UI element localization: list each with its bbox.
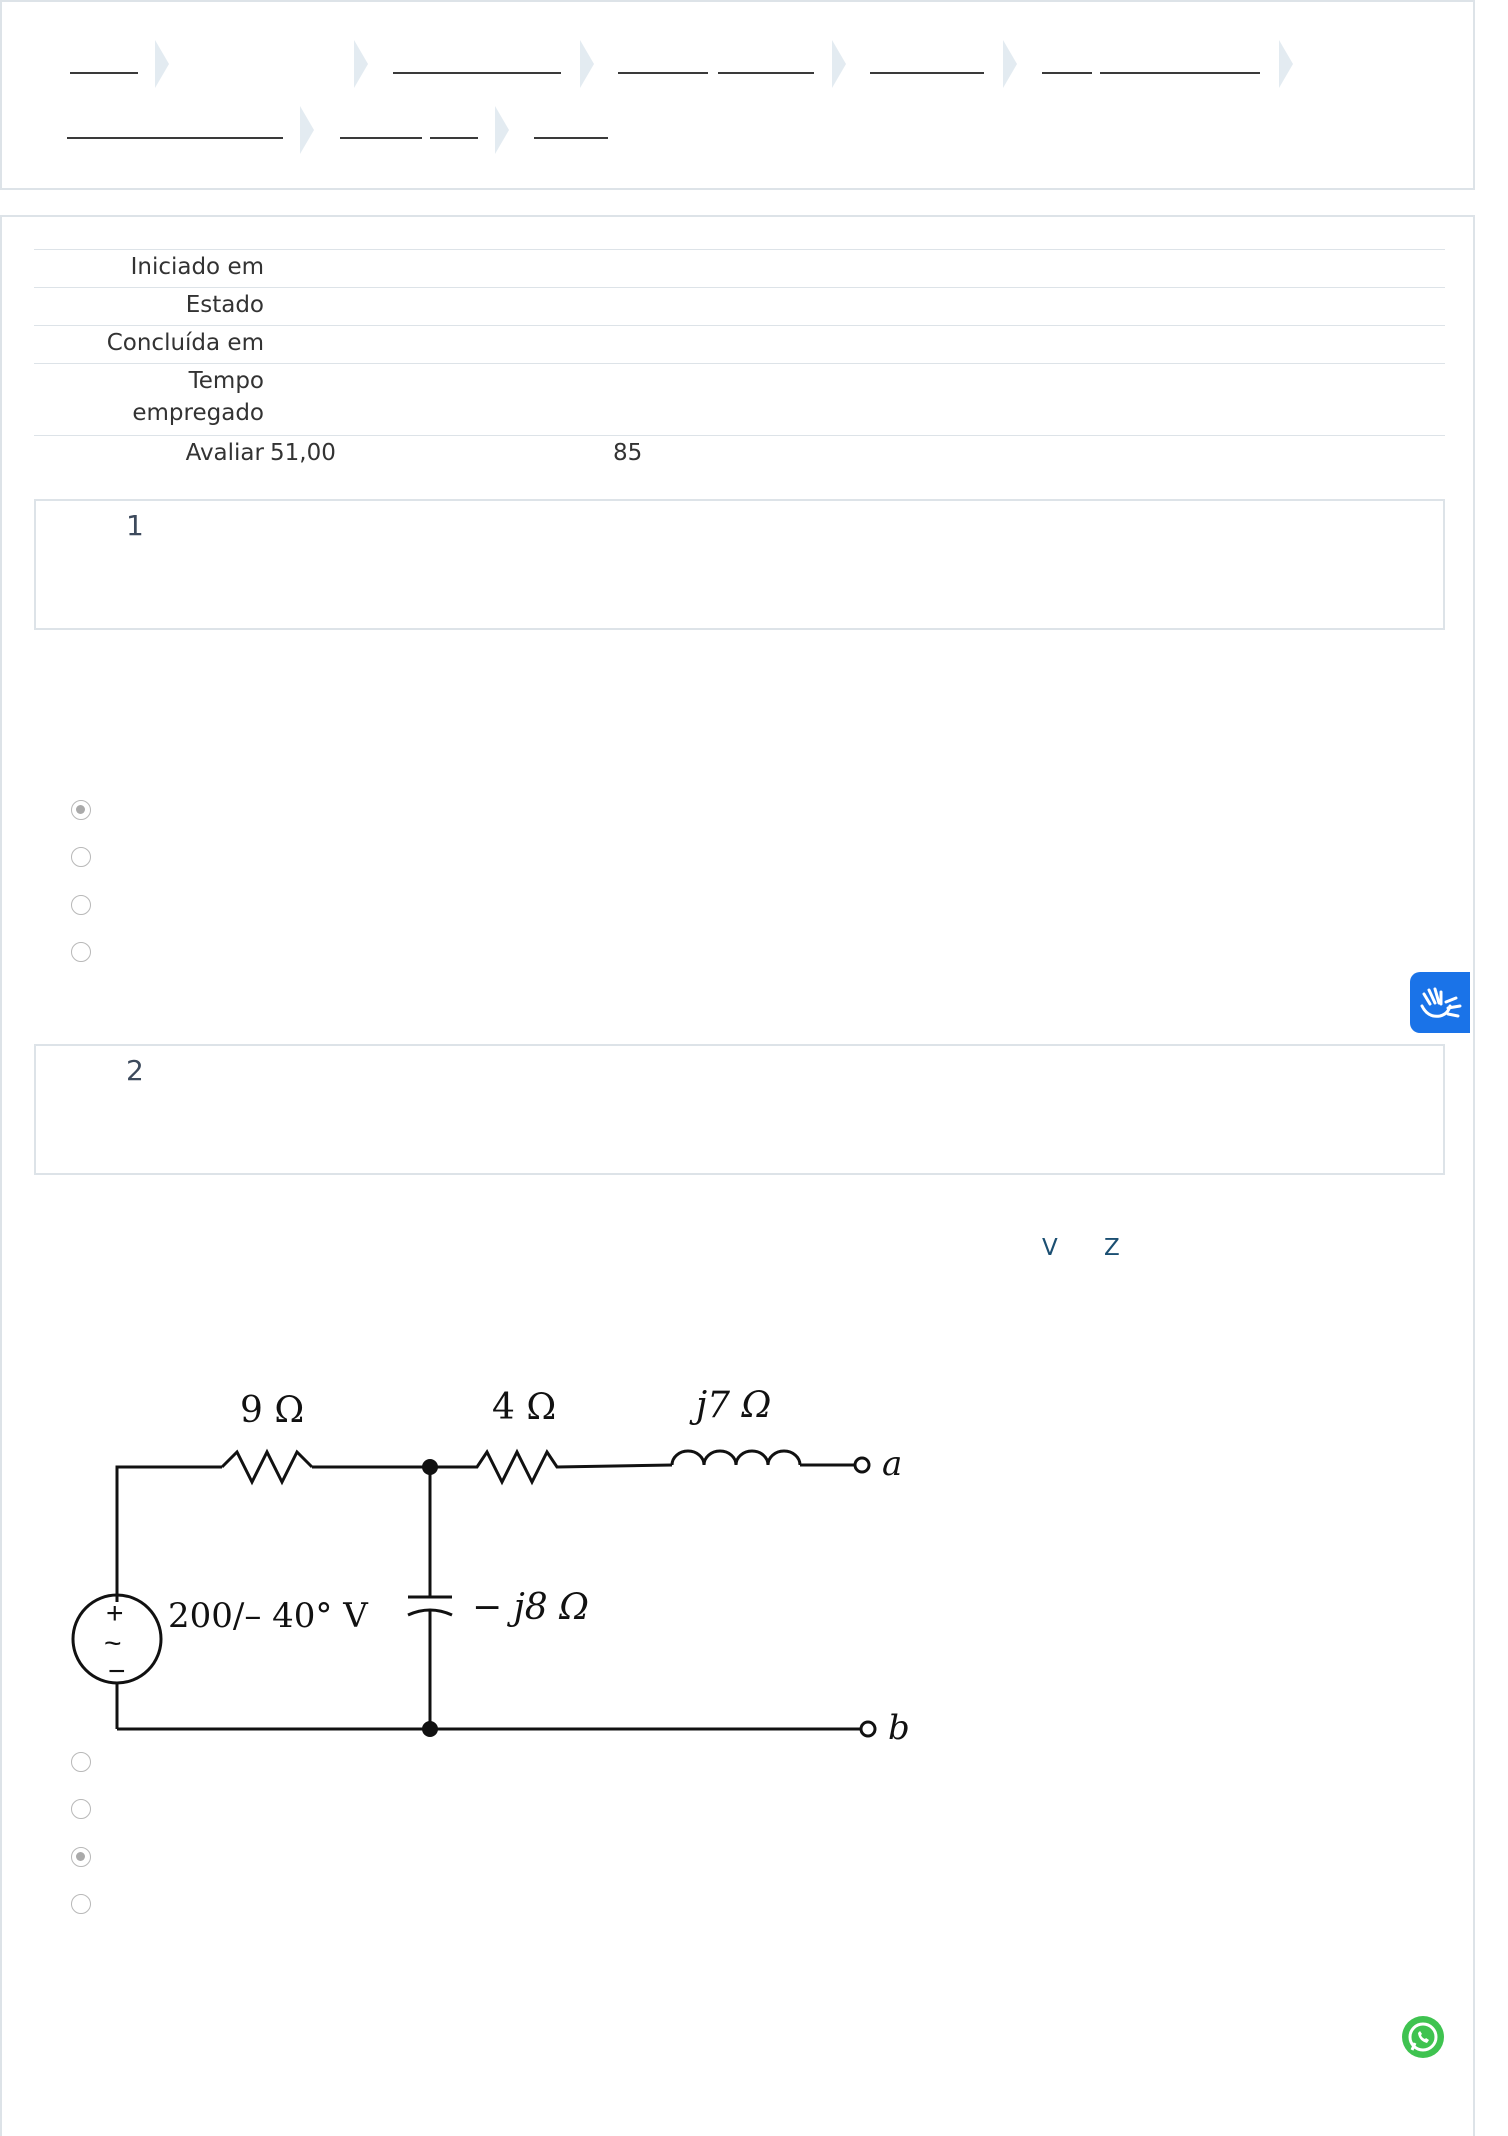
svg-text:−: −: [108, 1655, 126, 1688]
chevron-right-icon: [354, 40, 368, 88]
whatsapp-icon: [1402, 2016, 1444, 2058]
breadcrumb-item[interactable]: [534, 137, 608, 139]
summary-row-started: [34, 249, 1445, 287]
summary-label: Tempo: [188, 368, 264, 394]
svg-text:+: +: [106, 1597, 124, 1630]
terminal-b: [861, 1722, 875, 1736]
summary-label: Iniciado em: [130, 254, 264, 280]
svg-text:~: ~: [104, 1627, 122, 1660]
circuit-diagram: [62, 1297, 932, 1897]
breadcrumb-item[interactable]: [340, 137, 422, 139]
breadcrumb-item[interactable]: [1042, 72, 1092, 74]
chevron-right-icon: [1279, 40, 1293, 88]
grade-value: 51,00: [270, 440, 336, 466]
quiz-review-panel: [0, 215, 1475, 2136]
question-number: 1: [126, 509, 144, 542]
breadcrumb-item[interactable]: [1100, 72, 1260, 74]
node: [422, 1721, 438, 1737]
sign-language-hands-icon: [1410, 972, 1470, 1033]
summary-row-time: [34, 363, 1445, 435]
chevron-right-icon: [1003, 40, 1017, 88]
summary-row-state: [34, 287, 1445, 325]
breadcrumb-item[interactable]: [870, 72, 984, 74]
radio-icon[interactable]: [71, 895, 91, 915]
question-1-info: [34, 499, 1445, 630]
inductor-label: j7 Ω: [696, 1385, 772, 1426]
source-label: 200/– 40° V: [168, 1596, 368, 1636]
chevron-right-icon: [832, 40, 846, 88]
radio-icon[interactable]: [71, 1847, 91, 1867]
node: [422, 1459, 438, 1475]
terminal-a: [855, 1458, 869, 1472]
radio-icon[interactable]: [71, 1894, 91, 1914]
r1-label: 9 Ω: [240, 1390, 305, 1431]
summary-row-grade: [34, 435, 1445, 475]
terminal-a-label: a: [882, 1444, 903, 1484]
breadcrumb-item[interactable]: [70, 72, 138, 74]
radio-icon[interactable]: [71, 942, 91, 962]
radio-icon[interactable]: [71, 847, 91, 867]
radio-icon[interactable]: [71, 800, 91, 820]
breadcrumb-item[interactable]: [618, 72, 708, 74]
summary-row-completed: [34, 325, 1445, 363]
radio-icon[interactable]: [71, 1799, 91, 1819]
summary-label: Avaliar: [185, 440, 264, 466]
whatsapp-button[interactable]: [1402, 2016, 1444, 2058]
question-2-info: [34, 1044, 1445, 1175]
terminal-b-label: b: [888, 1708, 910, 1748]
chevron-right-icon: [580, 40, 594, 88]
grade-total: 85: [613, 440, 643, 466]
radio-icon[interactable]: [71, 1752, 91, 1772]
breadcrumb-item[interactable]: [430, 137, 478, 139]
summary-label: Estado: [185, 292, 264, 318]
breadcrumb-item[interactable]: [718, 72, 814, 74]
r2-label: 4 Ω: [492, 1387, 557, 1428]
chevron-right-icon: [300, 106, 314, 154]
question-text-z: Z: [1104, 1235, 1120, 1261]
accessibility-button[interactable]: [1410, 972, 1470, 1033]
question-text-v: V: [1042, 1235, 1058, 1261]
question-number: 2: [126, 1054, 144, 1087]
breadcrumb: [0, 0, 1475, 190]
capacitor-label: − j8 Ω: [472, 1587, 589, 1628]
summary-label: Concluída em: [106, 330, 264, 356]
breadcrumb-item[interactable]: [67, 137, 283, 139]
summary-label: empregado: [132, 400, 264, 426]
chevron-right-icon: [495, 106, 509, 154]
chevron-right-icon: [155, 40, 169, 88]
breadcrumb-item[interactable]: [393, 72, 561, 74]
